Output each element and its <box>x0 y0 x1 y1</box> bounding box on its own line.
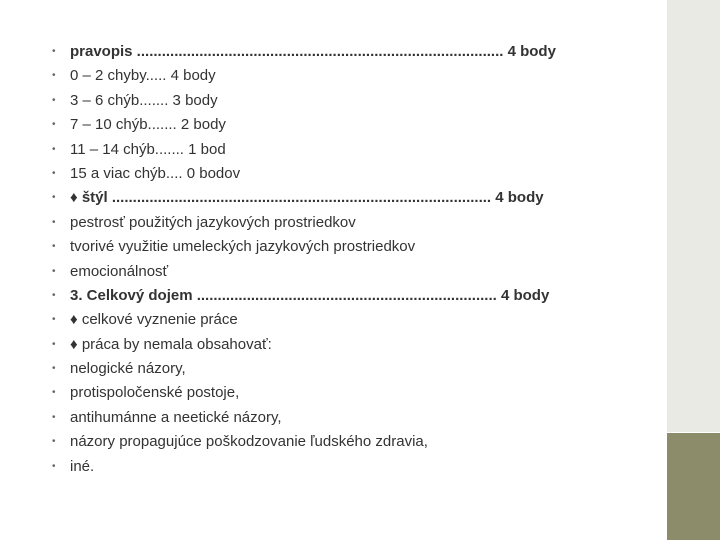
list-item-text: 0 – 2 chyby..... 4 body <box>70 67 216 85</box>
list-item <box>52 308 652 332</box>
bullet-icon: • <box>52 436 56 448</box>
list-item-text: 3 – 6 chýb....... 3 body <box>70 91 218 109</box>
list-item <box>52 162 652 186</box>
list-item <box>52 381 652 405</box>
sidebar-accent-block <box>667 433 720 540</box>
list-item <box>52 406 652 430</box>
list-item <box>52 430 652 454</box>
list-item-text: tvorivé využitie umeleckých jazykových prostriedkov <box>70 238 416 256</box>
list-item-text: ♦ práca by nemala obsahovať: <box>70 335 272 353</box>
bullet-icon: • <box>52 411 56 423</box>
list-item <box>52 89 652 113</box>
bullet-icon: • <box>52 46 56 57</box>
list-item <box>52 186 652 210</box>
bullet-icon: • <box>52 167 56 179</box>
list-item-text: antihumánne a neetické názory, <box>70 408 282 426</box>
list-item <box>52 333 652 357</box>
bullet-icon: • <box>52 192 56 204</box>
list-item <box>52 64 652 88</box>
bullet-icon: • <box>52 119 56 131</box>
bullet-icon: • <box>52 460 56 472</box>
list-item-text: ♦ celkové vyznenie práce <box>70 311 238 329</box>
list-item <box>52 455 652 479</box>
bullet-icon: • <box>52 363 56 375</box>
bullet-icon: • <box>52 241 56 253</box>
list-item-text: pravopis ........................................................................................ 4 body <box>70 43 556 60</box>
list-item <box>52 211 652 235</box>
bullet-icon: • <box>52 143 56 155</box>
list-item-text: 7 – 10 chýb....... 2 body <box>70 116 226 134</box>
bullet-icon: • <box>52 289 56 301</box>
list-item <box>52 357 652 381</box>
list-item-text: ♦ štýl ........................................................................................... 4 body <box>70 189 544 207</box>
list-item-text: nelogické názory, <box>70 360 186 378</box>
list-item <box>52 260 652 284</box>
list-item-text: 11 – 14 chýb....... 1 bod <box>70 140 226 158</box>
bullet-icon: • <box>52 216 56 228</box>
bullet-icon: • <box>52 265 56 277</box>
list-item <box>52 113 652 137</box>
bullet-icon: • <box>52 387 56 399</box>
list-item <box>52 40 652 64</box>
list-item-text: pestrosť použitých jazykových prostriedkov <box>70 213 356 231</box>
list-item <box>52 235 652 259</box>
list-item-text: iné. <box>70 457 95 475</box>
bullet-icon: • <box>52 338 56 350</box>
list-item <box>52 284 652 308</box>
list-item-text: 15 a viac chýb.... 0 bodov <box>70 164 241 182</box>
list-item <box>52 138 652 162</box>
list-item-text: 3. Celkový dojem ........................................................................ 4 body <box>70 286 550 304</box>
list-item-text: protispoločenské postoje, <box>70 384 240 402</box>
bullet-icon: • <box>52 70 56 82</box>
list-item-text: emocionálnosť <box>70 262 169 280</box>
bullet-icon: • <box>52 314 56 326</box>
list-item-text: názory propagujúce poškodzovanie ľudského zdravia, <box>70 433 428 451</box>
bullet-list <box>52 40 652 479</box>
bullet-icon: • <box>52 94 56 106</box>
